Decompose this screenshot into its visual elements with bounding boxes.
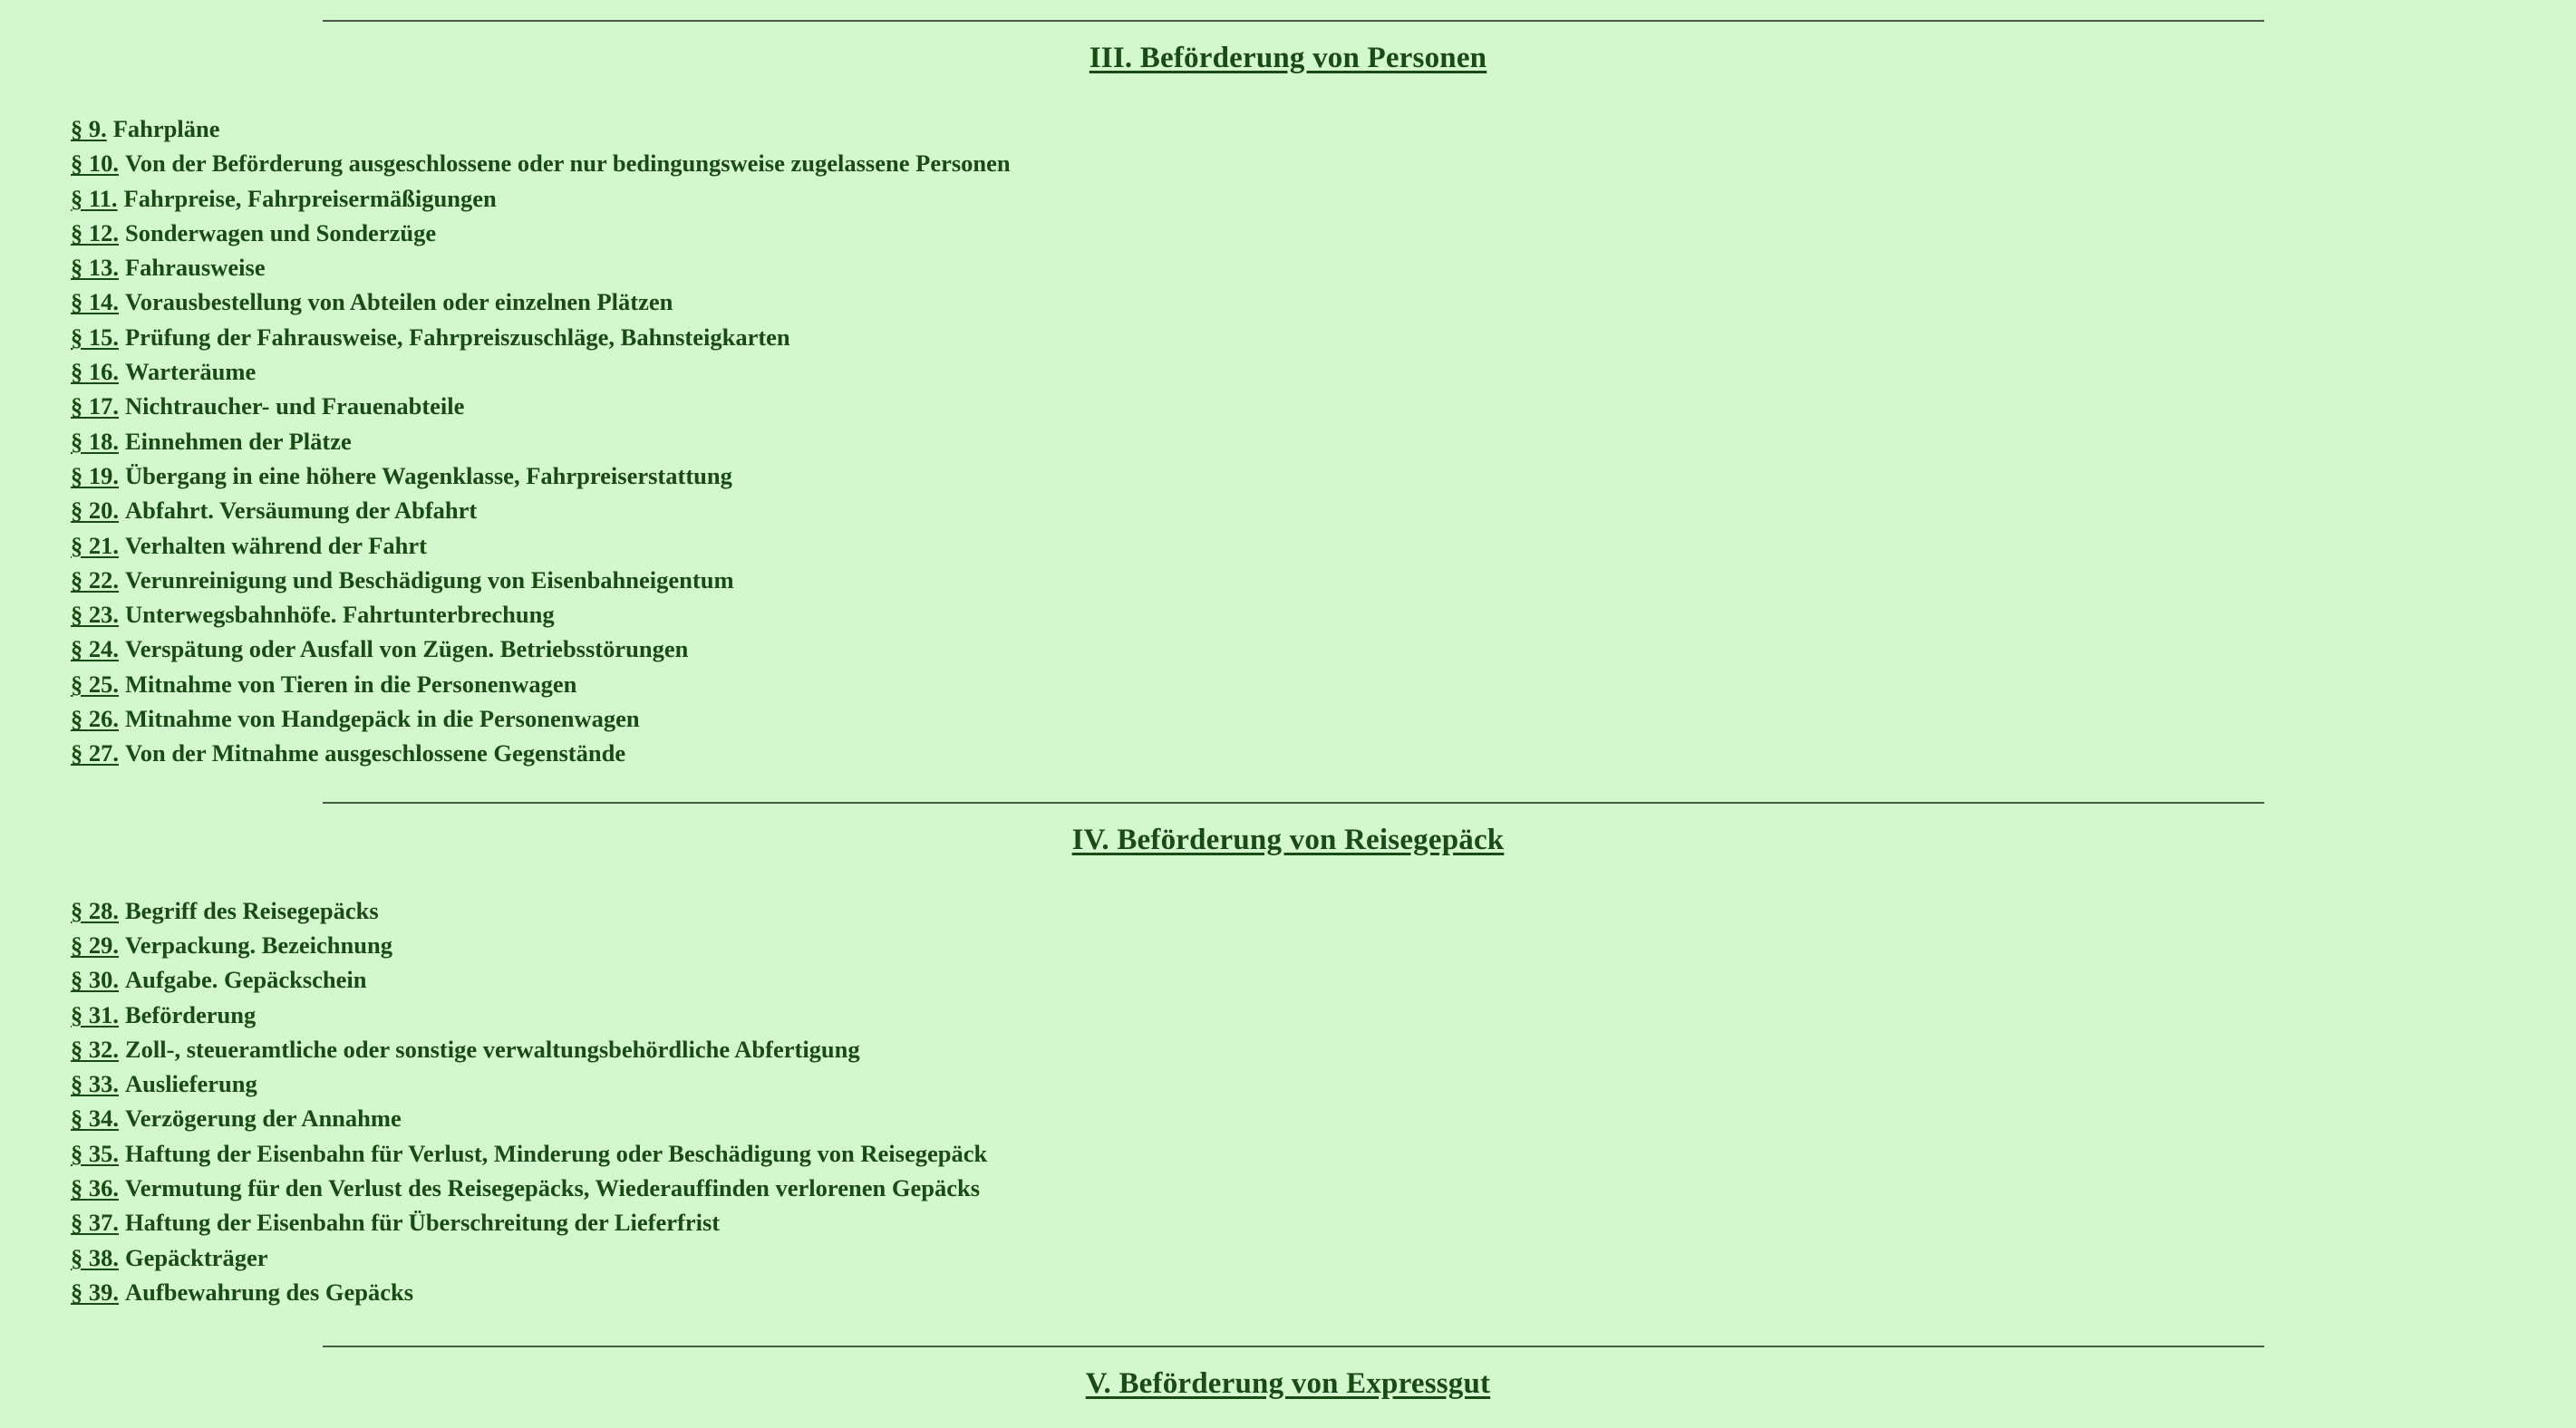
toc-entry-title: Fahrpreise, Fahrpreisermäßigungen — [123, 184, 497, 212]
toc-entry[interactable] — [71, 597, 2576, 632]
toc-entry-number[interactable]: § 15. — [71, 323, 119, 351]
toc-entry[interactable] — [71, 111, 2576, 146]
toc-entry-title: Übergang in eine höhere Wagenklasse, Fahrpreiserstattung — [125, 461, 732, 489]
toc-entry[interactable] — [71, 493, 2576, 527]
toc-entry-title: Fahrpläne — [112, 115, 220, 142]
section-heading-v-text: V. Beförderung von Expressgut — [1085, 1367, 1491, 1401]
toc-entry-title: Aufgabe. Gepäckschein — [125, 966, 367, 994]
toc-entry[interactable] — [71, 354, 2576, 389]
toc-entry-number[interactable]: § 21. — [71, 531, 119, 559]
toc-entry[interactable] — [71, 893, 2576, 928]
toc-entry[interactable] — [71, 998, 2576, 1032]
toc-entry-number[interactable]: § 28. — [71, 896, 119, 924]
toc-entry-number[interactable]: § 26. — [71, 705, 119, 733]
toc-entry-number[interactable]: § 19. — [71, 461, 119, 489]
toc-entry[interactable] — [71, 1066, 2576, 1101]
toc-entry-number[interactable]: § 14. — [71, 288, 119, 316]
toc-entry-number[interactable]: § 23. — [71, 601, 119, 629]
toc-entry[interactable] — [71, 632, 2576, 666]
toc-entry-title: Von der Beförderung ausgeschlossene oder nur bedingungsweise zugelassene Personen — [125, 150, 1011, 178]
toc-entry-title: Haftung der Eisenbahn für Verlust, Minderung oder Beschädigung von Reisegepäck — [125, 1139, 988, 1167]
toc-entry-number[interactable]: § 17. — [71, 392, 119, 420]
spacer — [0, 1309, 2576, 1346]
toc-entry-number[interactable]: § 31. — [71, 1000, 119, 1028]
toc-entry[interactable] — [71, 1032, 2576, 1066]
toc-entry-number[interactable]: § 32. — [71, 1035, 119, 1063]
toc-entry[interactable] — [71, 701, 2576, 736]
toc-entry-title: Von der Mitnahme ausgeschlossene Gegenstände — [125, 739, 626, 767]
toc-entry[interactable] — [71, 389, 2576, 423]
toc-entry[interactable] — [71, 528, 2576, 563]
toc-entry-title: Gepäckträger — [125, 1243, 268, 1271]
toc-entry-number[interactable]: § 38. — [71, 1243, 119, 1271]
toc-entry-number[interactable]: § 20. — [71, 497, 119, 525]
toc-list-section-iv — [0, 893, 2576, 1310]
toc-entry-title: Warteräume — [125, 358, 257, 386]
toc-entry[interactable] — [71, 146, 2576, 180]
spacer — [0, 771, 2576, 802]
toc-entry[interactable] — [71, 458, 2576, 493]
toc-entry[interactable] — [71, 1205, 2576, 1240]
toc-entry-number[interactable]: § 10. — [71, 150, 119, 178]
toc-entry[interactable] — [71, 928, 2576, 962]
toc-entry-number[interactable]: § 27. — [71, 739, 119, 767]
toc-entry[interactable] — [71, 181, 2576, 216]
toc-entry-title: Einnehmen der Plätze — [125, 427, 352, 455]
toc-entry[interactable] — [71, 962, 2576, 997]
toc-entry[interactable] — [71, 285, 2576, 319]
toc-entry[interactable] — [71, 1136, 2576, 1171]
section-heading-iii — [0, 42, 2576, 75]
horizontal-rule-section-v — [323, 1346, 2264, 1347]
toc-entry-title: Haftung der Eisenbahn für Überschreitung der Lieferfrist — [125, 1209, 721, 1237]
toc-entry-title: Abfahrt. Versäumung der Abfahrt — [125, 497, 478, 525]
horizontal-rule-top — [323, 20, 2264, 22]
toc-entry[interactable] — [71, 1171, 2576, 1205]
section-heading-iv — [0, 824, 2576, 857]
toc-entry-number[interactable]: § 39. — [71, 1278, 119, 1306]
toc-entry-title: Aufbewahrung des Gepäcks — [125, 1278, 414, 1306]
section-heading-v — [0, 1367, 2576, 1401]
toc-entry-number[interactable]: § 33. — [71, 1070, 119, 1098]
toc-entry[interactable] — [71, 424, 2576, 458]
toc-entry[interactable] — [71, 1240, 2576, 1275]
toc-entry[interactable] — [71, 1275, 2576, 1309]
toc-entry-number[interactable]: § 13. — [71, 254, 119, 282]
toc-entry-title: Auslieferung — [125, 1070, 257, 1098]
toc-entry[interactable] — [71, 736, 2576, 770]
toc-entry-title: Vorausbestellung von Abteilen oder einzelnen Plätzen — [125, 288, 673, 316]
toc-entry-number[interactable]: § 29. — [71, 931, 119, 959]
toc-entry[interactable] — [71, 1101, 2576, 1135]
toc-entry-number[interactable]: § 30. — [71, 966, 119, 994]
horizontal-rule-section-iv — [323, 802, 2264, 804]
toc-entry[interactable] — [71, 320, 2576, 354]
toc-entry-title: Verunreinigung und Beschädigung von Eisenbahneigentum — [125, 565, 734, 593]
toc-entry-title: Begriff des Reisegepäcks — [125, 896, 379, 924]
toc-entry-title: Mitnahme von Tieren in die Personenwagen — [125, 670, 577, 698]
toc-entry-title: Verspätung oder Ausfall von Zügen. Betriebsstörungen — [125, 635, 689, 663]
toc-entry-title: Nichtraucher- und Frauenabteile — [125, 392, 465, 420]
toc-entry[interactable] — [71, 250, 2576, 285]
toc-list-section-iii — [0, 111, 2576, 771]
section-heading-iii-text: III. Beförderung von Personen — [1089, 42, 1487, 74]
toc-entry-title: Fahrausweise — [125, 254, 266, 282]
toc-entry-number[interactable]: § 22. — [71, 565, 119, 593]
toc-entry[interactable] — [71, 563, 2576, 597]
toc-entry-title: Verzögerung der Annahme — [125, 1105, 402, 1133]
toc-entry-title: Unterwegsbahnhöfe. Fahrtunterbrechung — [125, 601, 555, 629]
toc-entry-number[interactable]: § 34. — [71, 1105, 119, 1133]
toc-entry[interactable] — [71, 667, 2576, 701]
toc-entry-number[interactable]: § 16. — [71, 358, 119, 386]
toc-entry-number[interactable]: § 35. — [71, 1139, 119, 1167]
toc-entry-title: Beförderung — [125, 1000, 257, 1028]
toc-entry-title: Mitnahme von Handgepäck in die Personenwagen — [125, 705, 640, 733]
toc-entry-number[interactable]: § 24. — [71, 635, 119, 663]
toc-entry-title: Prüfung der Fahrausweise, Fahrpreiszuschläge, Bahnsteigkarten — [125, 323, 790, 351]
toc-entry[interactable] — [71, 216, 2576, 250]
toc-entry-title: Verhalten während der Fahrt — [125, 531, 427, 559]
toc-entry-number[interactable]: § 37. — [71, 1209, 119, 1237]
toc-entry-number[interactable]: § 36. — [71, 1174, 119, 1202]
toc-entry-number[interactable]: § 25. — [71, 670, 119, 698]
toc-entry-title: Zoll-, steueramtliche oder sonstige verwaltungsbehördliche Abfertigung — [125, 1035, 860, 1063]
toc-entry-number[interactable]: § 18. — [71, 427, 119, 455]
toc-entry-title: Sonderwagen und Sonderzüge — [125, 218, 437, 246]
document-page — [0, 20, 2576, 1401]
section-heading-iv-text: IV. Beförderung von Reisegepäck — [1071, 823, 1505, 856]
toc-entry-title: Verpackung. Bezeichnung — [125, 931, 392, 959]
toc-entry-number[interactable]: § 9. — [71, 115, 107, 142]
toc-entry-number[interactable]: § 11. — [71, 184, 118, 212]
toc-entry-number[interactable]: § 12. — [71, 218, 119, 246]
toc-entry-title: Vermutung für den Verlust des Reisegepäcks, Wiederauffinden verlorenen Gepäcks — [125, 1174, 981, 1202]
